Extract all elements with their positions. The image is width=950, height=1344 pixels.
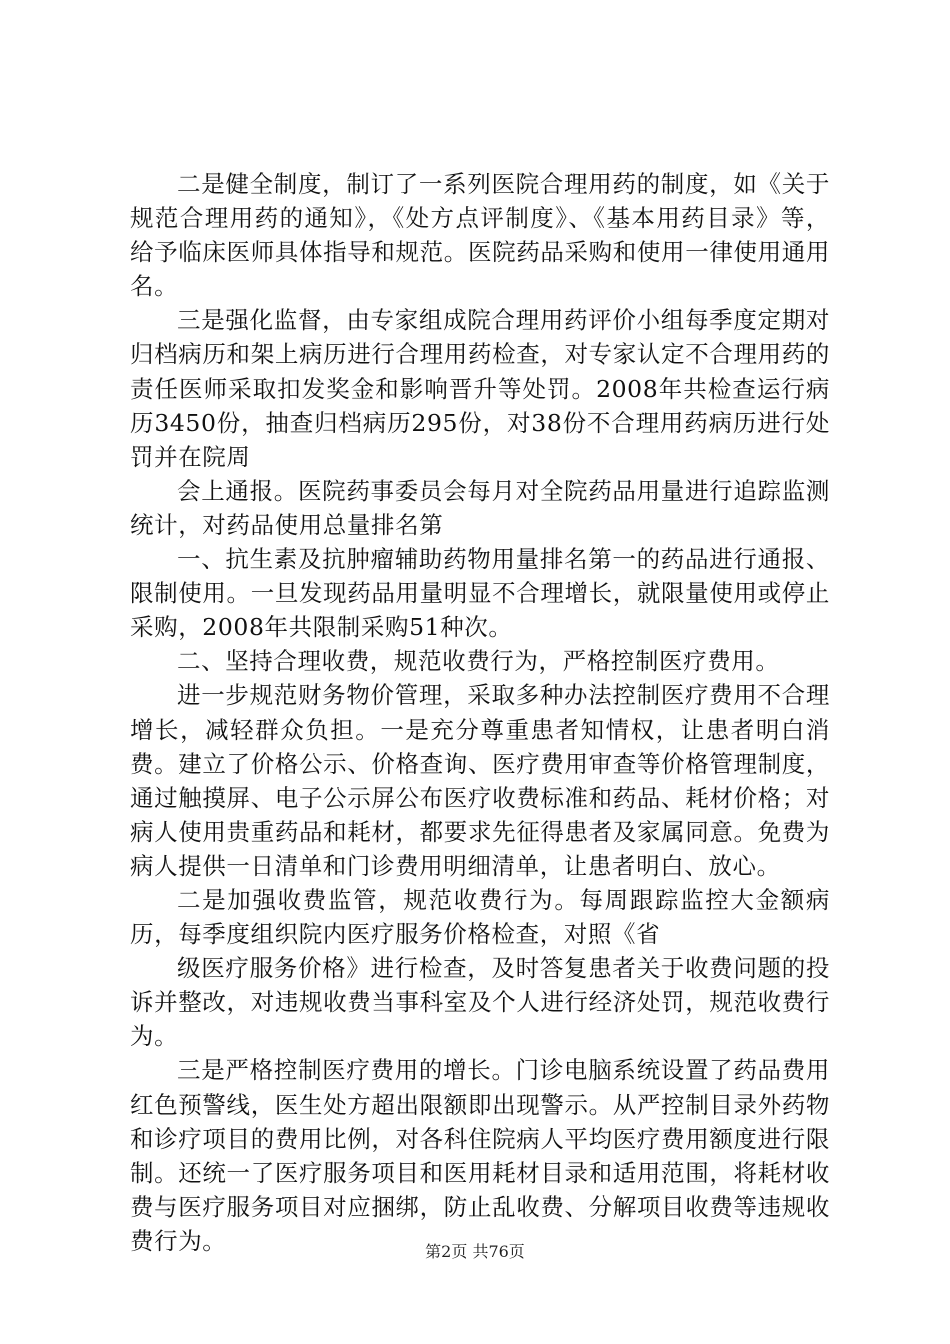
document-body xyxy=(130,167,830,1258)
paragraph: 二是加强收费监管，规范收费行为。每周跟踪监控大金额病历，每季度组织院内医疗服务价格检查，对照《省 xyxy=(130,885,830,949)
paragraph: 进一步规范财务物价管理，采取多种办法控制医疗费用不合理增长，减轻群众负担。一是充分尊重患者知情权，让患者明白消费。建立了价格公示、价格查询、医疗费用审查等价格管理制度，通过触摸屏、电子公示屏公布医疗收费标准和药品、耗材价格；对病人使用贵重药品和耗材，都要求先征得患者及家属同意。免费为病人提供一日清单和门诊费用明细清单，让患者明白、放心。 xyxy=(130,681,830,880)
paragraph: 三是强化监督，由专家组成院合理用药评价小组每季度定期对归档病历和架上病历进行合理用药检查，对专家认定不合理用药的责任医师采取扣发奖金和影响晋升等处罚。2008年共检查运行病历3450份，抽查归档病历295份，对38份不合理用药病历进行处罚并在院周 xyxy=(130,306,830,471)
paragraph: 二、坚持合理收费，规范收费行为，严格控制医疗费用。 xyxy=(177,647,780,676)
paragraph: 一、抗生素及抗肿瘤辅助药物用量排名第一的药品进行通报、限制使用。一旦发现药品用量明显不合理增长，就限量使用或停止采购，2008年共限制采购51种次。 xyxy=(130,545,830,642)
page-number-footer: 第2页 共76页 xyxy=(425,1242,525,1261)
paragraph: 三是严格控制医疗费用的增长。门诊电脑系统设置了药品费用红色预警线，医生处方超出限额即出现警示。从严控制目录外药物和诊疗项目的费用比例，对各科住院病人平均医疗费用额度进行限制。还统一了医疗服务项目和医用耗材目录和适用范围，将耗材收费与医疗服务项目对应捆绑，防止乱收费、分解项目收费等违规收费行为。 xyxy=(130,1056,830,1255)
paragraph: 二是健全制度，制订了一系列医院合理用药的制度，如《关于规范合理用药的通知》，《处方点评制度》、《基本用药目录》等，给予临床医师具体指导和规范。医院药品采购和使用一律使用通用名。 xyxy=(130,170,830,301)
paragraph: 级医疗服务价格》进行检查，及时答复患者关于收费问题的投诉并整改，对违规收费当事科室及个人进行经济处罚，规范收费行为。 xyxy=(130,954,830,1051)
paragraph: 会上通报。医院药事委员会每月对全院药品用量进行追踪监测统计，对药品使用总量排名第 xyxy=(130,476,830,539)
